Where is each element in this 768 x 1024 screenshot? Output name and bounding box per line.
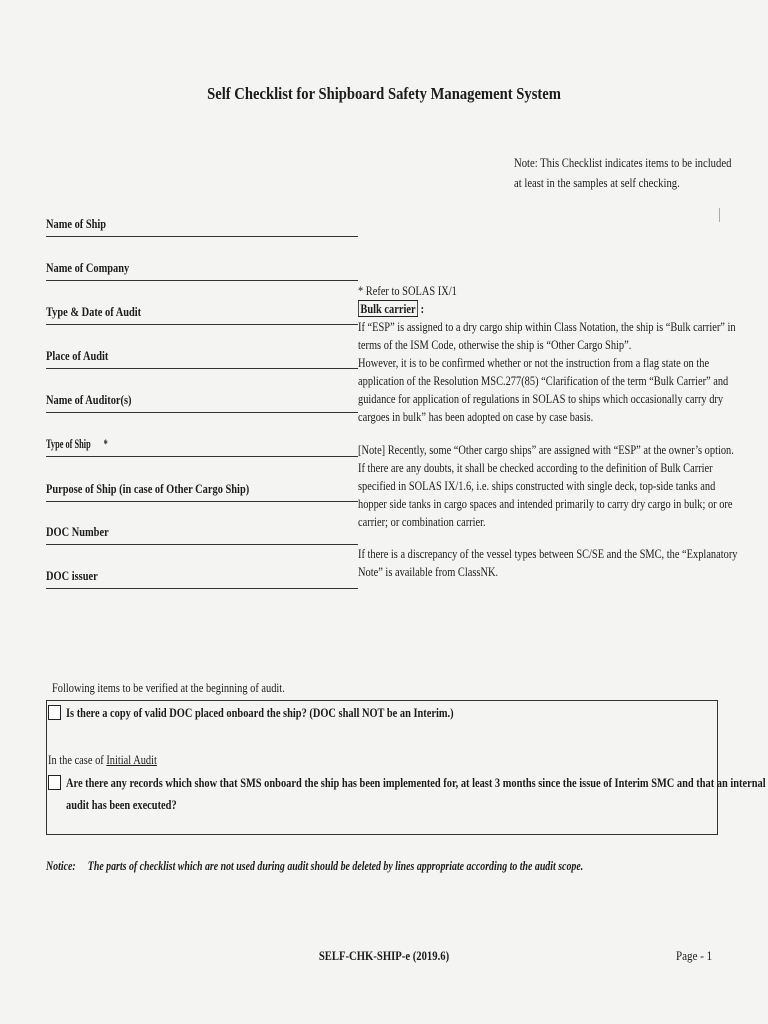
field-label [46, 436, 109, 452]
field-doc-issuer[interactable] [46, 568, 358, 589]
bulk-carrier-heading [358, 300, 681, 318]
field-label: Name of Ship [46, 216, 107, 231]
page-number: Page - 1 [676, 948, 713, 963]
field-label: Type & Date of Audit [46, 304, 142, 319]
refer-solas: * Refer to SOLAS IX/1 [358, 283, 457, 298]
paragraph-line: If “ESP” is assigned to a dry cargo ship within Class Notation, the ship is “Bulk carrier” in [358, 319, 736, 334]
paragraph-line: However, it is to be confirmed whether or not the instruction from a flag state on the [358, 355, 710, 370]
document-code: SELF-CHK-SHIP-e (2019.6) [318, 948, 450, 963]
checklist-note [514, 153, 732, 193]
paragraph-line: [Note] Recently, some “Other cargo ships” are assigned with “ESP” at the owner’s option. [358, 442, 734, 457]
note-line-2: at least in the samples at self checking. [514, 175, 680, 190]
paragraph-line: hopper side tanks in cargo spaces and intended primarily to carry dry cargo in bulk; or ore [358, 496, 733, 511]
paragraph-line: application of the Resolution MSC.277(85) “Clarification of the term “Bulk Carrier” and [358, 373, 729, 388]
checkbox-sms-records-label-1: Are there any records which show that SMS onboard the ship has been implemented for, at least 3 months since the issue of Interim SMC and that an internal [66, 775, 766, 790]
field-purpose-of-ship[interactable] [46, 481, 358, 502]
checkbox-doc-copy-label: Is there a copy of valid DOC placed onboard the ship? (DOC shall NOT be an Interim.) [66, 705, 454, 720]
notice-label: Notice: [46, 858, 76, 873]
initial-audit-heading [48, 752, 159, 768]
bulk-carrier-label: Bulk carrier [358, 300, 418, 317]
field-label: Name of Auditor(s) [46, 392, 132, 407]
field-label: Place of Audit [46, 348, 109, 363]
field-name-of-ship[interactable] [46, 216, 358, 237]
field-label: DOC Number [46, 524, 109, 539]
explanation-paragraph-3 [358, 545, 762, 581]
bulk-carrier-explanation [358, 282, 762, 581]
field-label: Purpose of Ship (in case of Other Cargo Ship) [46, 481, 250, 496]
field-doc-number[interactable] [46, 524, 358, 545]
checkbox-sms-records[interactable] [48, 775, 61, 790]
paragraph-line: cargoes in bulk” has been adopted on case by case basis. [358, 409, 594, 424]
paragraph-line: specified in SOLAS IX/1.6, i.e. ships constructed with single deck, top-side tanks and [358, 478, 716, 493]
page-title: Self Checklist for Shipboard Safety Management System [207, 84, 561, 103]
verification-intro: Following items to be verified at the beginning of audit. [52, 680, 285, 695]
explanation-paragraph-2 [358, 441, 762, 531]
asterisk-icon: * [103, 436, 108, 451]
explanation-paragraph-1 [358, 318, 762, 426]
field-label: DOC issuer [46, 568, 98, 583]
paragraph-line: terms of the ISM Code, otherwise the ship is “Other Cargo Ship”. [358, 337, 632, 352]
note-line-1: Note: This Checklist indicates items to be included [514, 155, 732, 170]
scan-mark [719, 208, 720, 222]
paragraph-line: If there is a discrepancy of the vessel types between SC/SE and the SMC, the “Explanatory [358, 546, 738, 561]
case-prefix: In the case of [48, 752, 107, 767]
field-name-of-auditors[interactable] [46, 392, 358, 413]
field-type-of-ship[interactable] [46, 436, 358, 457]
paragraph-line: guidance for application of regulations in SOLAS to ships which occasionally carry dry [358, 391, 724, 406]
field-label-text: Type of Ship [46, 436, 91, 451]
audit-notice [46, 858, 583, 874]
notice-text: The parts of checklist which are not used during audit should be deleted by lines appropriate according to the audit scope. [87, 858, 584, 873]
checkbox-doc-copy[interactable] [48, 705, 61, 720]
field-label: Name of Company [46, 260, 130, 275]
checkbox-sms-records-label-2: audit has been executed? [66, 797, 177, 812]
paragraph-line: carrier; or combination carrier. [358, 514, 486, 529]
paragraph-line: If there are any doubts, it shall be checked according to the definition of Bulk Carrier [358, 460, 713, 475]
paragraph-line: Note” is available from ClassNK. [358, 564, 499, 579]
field-type-date-of-audit[interactable] [46, 304, 358, 325]
bulk-carrier-colon: : [417, 301, 425, 316]
initial-audit-label: Initial Audit [106, 752, 157, 767]
field-place-of-audit[interactable] [46, 348, 358, 369]
field-name-of-company[interactable] [46, 260, 358, 281]
